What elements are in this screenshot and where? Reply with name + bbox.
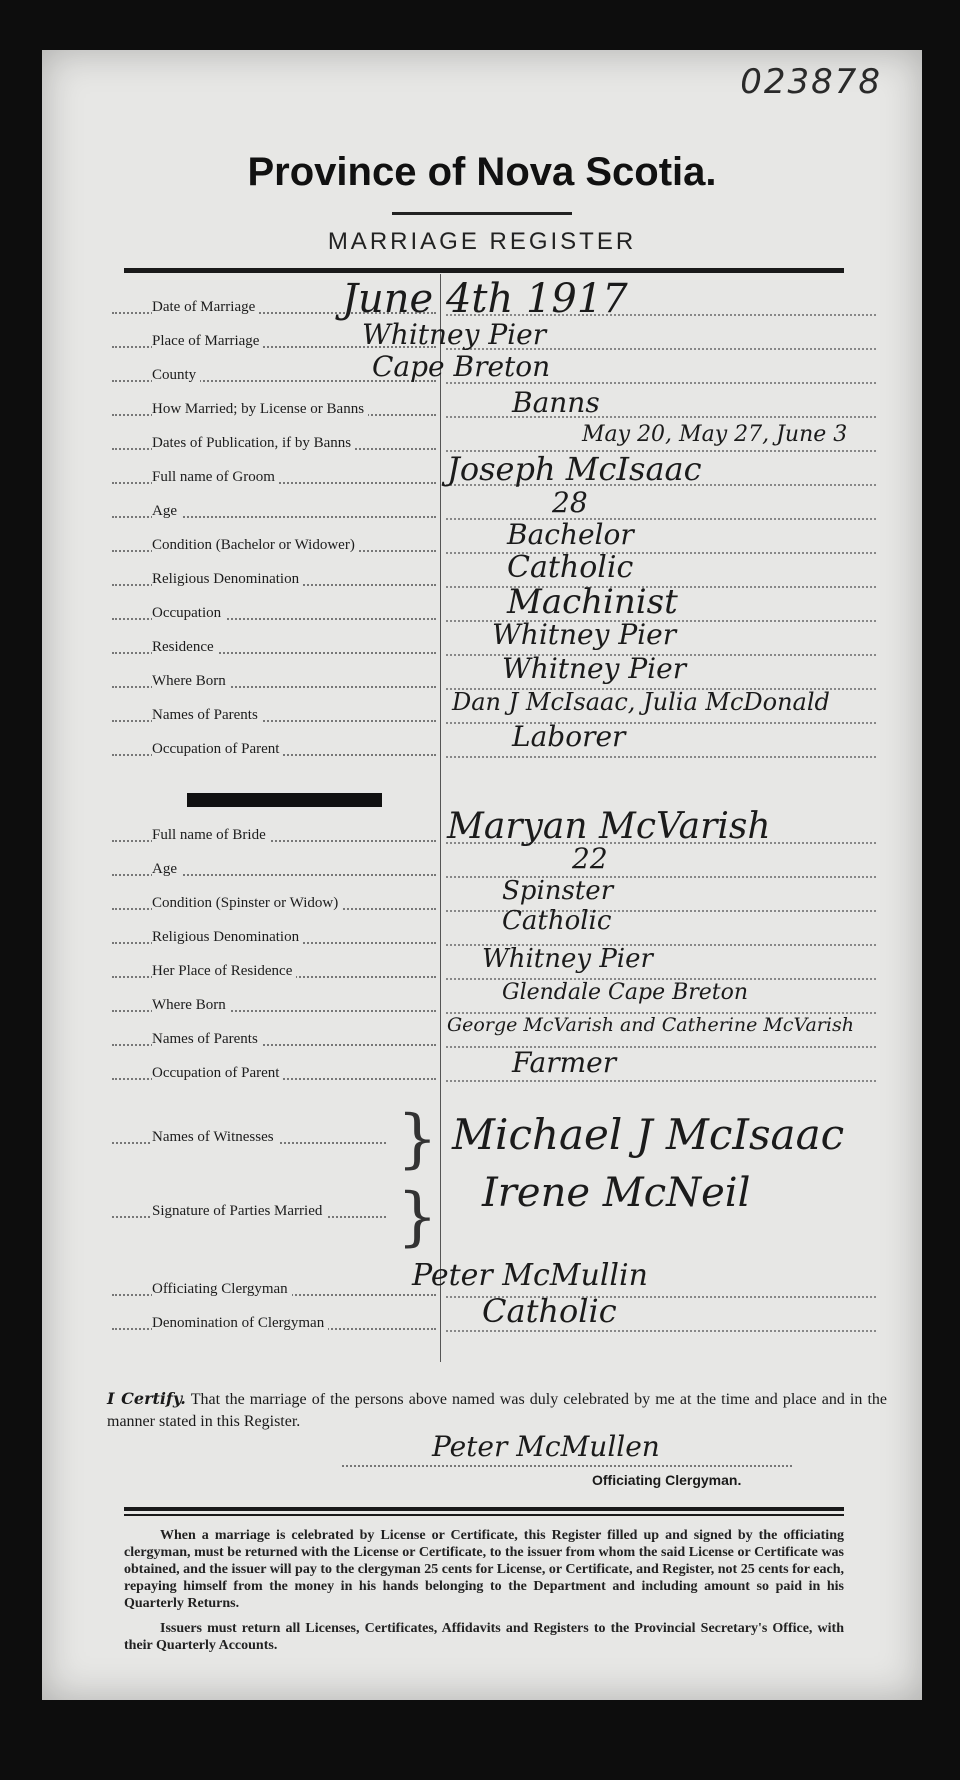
field-row — [112, 984, 442, 1018]
witness-signature: Michael J McIsaac — [452, 1110, 845, 1159]
handwritten-value: George McVarish and Catherine McVarish — [447, 1014, 854, 1036]
handwritten-value: June 4th 1917 — [342, 276, 628, 322]
field-row — [112, 848, 442, 882]
field-label: County — [152, 367, 200, 383]
field-label: Age — [152, 861, 181, 877]
field-row — [112, 694, 442, 728]
field-label: Denomination of Clergyman — [152, 1315, 328, 1331]
brace-icon: } — [397, 1180, 438, 1254]
certify-text: That the marriage of the persons above named was duly celebrated by me at the time and place and in the manner stated in this Register. — [107, 1391, 888, 1430]
field-row — [112, 814, 442, 848]
signature-line — [342, 1465, 792, 1467]
field-label: Occupation of Parent — [152, 1065, 283, 1081]
handwritten-value: Whitney Pier — [362, 318, 547, 351]
handwritten-value: 22 — [572, 842, 608, 875]
field-row — [112, 916, 442, 950]
field-label: Occupation of Parent — [152, 741, 283, 757]
field-label: Names of Witnesses — [152, 1129, 278, 1145]
field-row — [112, 950, 442, 984]
field-row — [112, 490, 442, 524]
handwritten-value: Joseph McIsaac — [447, 450, 702, 488]
handwritten-value: Catholic — [502, 906, 612, 936]
document-number: 023878 — [740, 62, 882, 102]
field-row — [112, 882, 442, 916]
field-label: Occupation — [152, 605, 225, 621]
field-label: Full name of Groom — [152, 469, 279, 485]
instructions-notice — [124, 1527, 844, 1662]
handwritten-value: Whitney Pier — [502, 652, 687, 685]
field-label: Religious Denomination — [152, 571, 303, 587]
handwritten-value: Spinster — [502, 876, 614, 906]
handwritten-value: Laborer — [512, 720, 626, 753]
field-row — [112, 456, 442, 490]
handwritten-value: Farmer — [512, 1046, 617, 1079]
field-label: Names of Parents — [152, 1031, 262, 1047]
handwritten-value: Glendale Cape Breton — [502, 980, 749, 1005]
field-row — [112, 660, 442, 694]
page-title: Province of Nova Scotia. — [247, 150, 717, 194]
field-label: Full name of Bride — [152, 827, 270, 843]
parties-signature: Irene McNeil — [482, 1170, 751, 1216]
field-row — [112, 1018, 442, 1052]
handwritten-value: Bachelor — [507, 518, 634, 551]
field-label: Her Place of Residence — [152, 963, 296, 979]
field-row — [112, 1052, 442, 1086]
handwritten-value: Whitney Pier — [482, 944, 653, 974]
notice-paragraph: Issuers must return all Licenses, Certificates, Affidavits and Registers to the Provincial Secretary's Office, with their Quarterly Accounts. — [124, 1621, 844, 1653]
field-row — [112, 728, 442, 762]
field-label: Age — [152, 503, 181, 519]
handwritten-value: Peter McMullin — [412, 1258, 648, 1293]
handwritten-value: Machinist — [507, 582, 678, 622]
section-divider-bar — [187, 793, 382, 807]
field-label: Officiating Clergyman — [152, 1281, 292, 1297]
notice-paragraph: When a marriage is celebrated by License or Certificate, this Register filled up and signed by the officiating clergyman, must be returned with the License or Certificate, to the issuer from whom the said License or Certificate was obtained, and the issuer will pay to the clergyman 25 cents for License, or Certificate, and Register, not 25 cents for each, repaying himself from the money in his hands belonging to the Department and including amount so paid in his Quarterly Returns. — [124, 1528, 844, 1611]
signature-caption: Officiating Clergyman. — [592, 1472, 742, 1488]
footer-rule — [124, 1507, 844, 1511]
field-row — [112, 388, 442, 422]
title-underline — [392, 212, 572, 215]
field-label: Place of Marriage — [152, 333, 263, 349]
field-row — [112, 422, 442, 456]
field-row — [112, 1268, 442, 1302]
field-label: Condition (Bachelor or Widower) — [152, 537, 359, 553]
field-label: Condition (Spinster or Widow) — [152, 895, 342, 911]
field-label: Religious Denomination — [152, 929, 303, 945]
handwritten-value: May 20, May 27, June 3 — [582, 422, 848, 447]
handwritten-value: Maryan McVarish — [447, 806, 771, 847]
certification-statement — [107, 1388, 887, 1433]
handwritten-value: Catholic — [507, 550, 634, 585]
clergyman-signature: Peter McMullen — [432, 1430, 660, 1463]
field-label: Where Born — [152, 673, 230, 689]
brace-icon: } — [397, 1102, 438, 1176]
handwritten-value: Cape Breton — [372, 350, 551, 383]
handwritten-value: Dan J McIsaac, Julia McDonald — [452, 688, 830, 716]
field-row — [112, 626, 442, 660]
field-label: Residence — [152, 639, 218, 655]
handwritten-value: Banns — [512, 386, 600, 419]
handwritten-value: 28 — [552, 486, 588, 519]
field-row — [112, 1302, 442, 1336]
header-rule — [124, 268, 844, 273]
field-row — [112, 1190, 392, 1224]
handwritten-value: Whitney Pier — [492, 618, 677, 651]
field-row — [112, 1116, 392, 1150]
field-label: Signature of Parties Married — [152, 1203, 326, 1219]
footer-rule — [124, 1514, 844, 1516]
form-subtitle: MARRIAGE REGISTER — [327, 228, 637, 255]
register-form — [42, 50, 922, 1700]
field-row — [112, 558, 442, 592]
field-label: Names of Parents — [152, 707, 262, 723]
field-label: How Married; by License or Banns — [152, 401, 368, 417]
field-row — [112, 524, 442, 558]
field-label: Dates of Publication, if by Banns — [152, 435, 355, 451]
field-row — [112, 592, 442, 626]
handwritten-value: Catholic — [482, 1292, 617, 1330]
field-label: Where Born — [152, 997, 230, 1013]
field-label: Date of Marriage — [152, 299, 259, 315]
certify-lead: I Certify. — [107, 1389, 186, 1408]
